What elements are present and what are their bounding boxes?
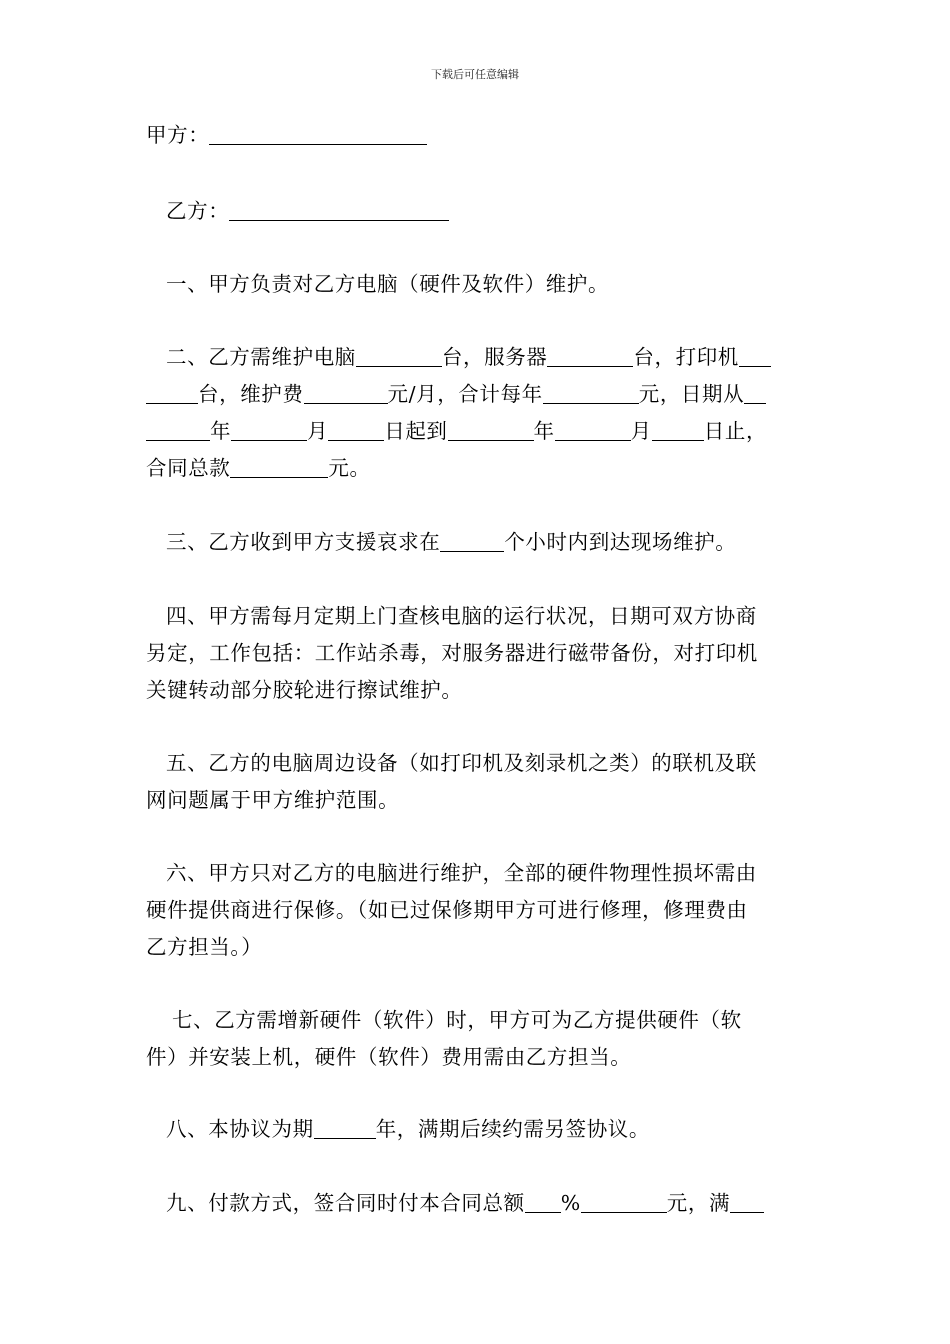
clause-2-line-4: 合同总款 元。 bbox=[146, 456, 371, 480]
clause-7-line-1: 七、乙方需增新硬件（软件）时，甲方可为乙方提供硬件（软 bbox=[172, 1008, 742, 1032]
blank-server-count[interactable] bbox=[547, 346, 633, 367]
clause-2-line-2: 台，维护费 元/月，合计每年 元，日期从 bbox=[146, 382, 816, 406]
clause-3: 三、乙方收到甲方支援哀求在 个小时内到达现场维护。 bbox=[166, 530, 737, 554]
blank-start-year-b[interactable] bbox=[146, 420, 210, 441]
blank-annual-total[interactable] bbox=[543, 383, 639, 404]
party-b-label: 乙方： bbox=[166, 199, 230, 223]
blank-percent[interactable] bbox=[525, 1192, 561, 1213]
blank-contract-total[interactable] bbox=[230, 457, 328, 478]
party-a-line bbox=[146, 123, 816, 147]
blank-end-day[interactable] bbox=[652, 420, 704, 441]
blank-end-month[interactable] bbox=[555, 420, 631, 441]
clause-8: 八、本协议为期 年，满期后续约需另签协议。 bbox=[166, 1117, 651, 1141]
party-b-blank[interactable] bbox=[229, 200, 449, 221]
clause-5-line-2: 网问题属于甲方维护范围。 bbox=[146, 788, 400, 812]
blank-response-hours[interactable] bbox=[440, 531, 504, 552]
clause-7-line-2: 件）并安装上机，硬件（软件）费用需由乙方担当。 bbox=[146, 1045, 632, 1069]
blank-start-month[interactable] bbox=[231, 420, 307, 441]
party-a-blank[interactable] bbox=[209, 124, 427, 145]
party-b-line bbox=[166, 199, 836, 223]
clause-2-line-3: 年 月 日起到 年 月 日止， bbox=[146, 419, 816, 443]
blank-printer-count-a[interactable] bbox=[739, 346, 771, 367]
clause-1: 一、甲方负责对乙方电脑（硬件及软件）维护。 bbox=[166, 272, 610, 296]
clause-4-line-1: 四、甲方需每月定期上门查核电脑的运行状况，日期可双方协商 bbox=[166, 604, 757, 628]
clause-6-line-1: 六、甲方只对乙方的电脑进行维护，全部的硬件物理性损坏需由 bbox=[166, 861, 757, 885]
clause-4-line-3: 关键转动部分胶轮进行擦试维护。 bbox=[146, 678, 463, 702]
blank-start-day[interactable] bbox=[328, 420, 384, 441]
blank-initial-amount[interactable] bbox=[581, 1192, 667, 1213]
clause-6-line-3: 乙方担当。） bbox=[146, 935, 263, 959]
blank-pc-count[interactable] bbox=[356, 346, 442, 367]
blank-printer-count-b[interactable] bbox=[146, 383, 198, 404]
clause-6-line-2: 硬件提供商进行保修。（如已过保修期甲方可进行修理，修理费由 bbox=[146, 898, 748, 922]
party-a-label: 甲方： bbox=[146, 123, 210, 147]
clause-5-line-1: 五、乙方的电脑周边设备（如打印机及刻录机之类）的联机及联 bbox=[166, 751, 757, 775]
blank-start-year-a[interactable] bbox=[744, 383, 766, 404]
blank-agreement-years[interactable] bbox=[314, 1118, 376, 1139]
clause-4-line-2: 另定，工作包括：工作站杀毒，对服务器进行磁带备份，对打印机 bbox=[146, 641, 758, 665]
clause-9-line-1: 九、付款方式，签合同时付本合同总额 % 元，满 bbox=[166, 1191, 836, 1215]
blank-end-year[interactable] bbox=[448, 420, 534, 441]
page-header: 下载后可任意编辑 bbox=[431, 68, 519, 81]
clause-2-line-1: 二、乙方需维护电脑 台，服务器 台，打印机 bbox=[166, 345, 836, 369]
blank-remaining[interactable] bbox=[730, 1192, 764, 1213]
blank-monthly-fee[interactable] bbox=[304, 383, 388, 404]
